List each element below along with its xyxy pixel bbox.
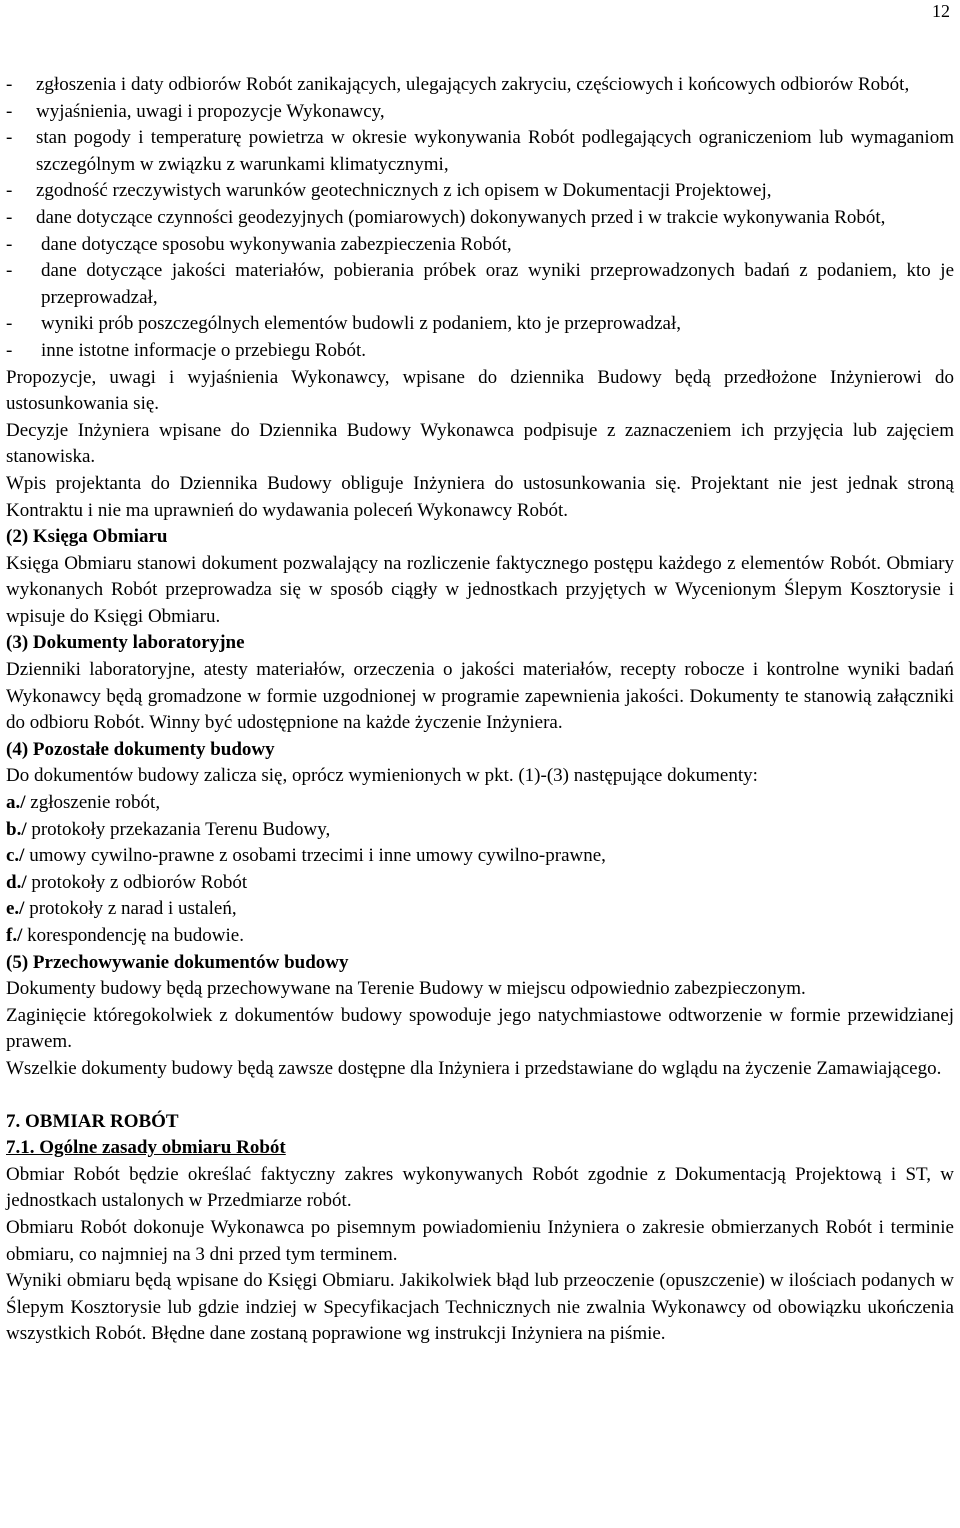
paragraph-decisions: Decyzje Inżyniera wpisane do Dziennika Budowy Wykonawca podpisuje z zaznaczeniem ich przyjęcia lub zajęciem stanowiska. [6,419,954,468]
section-text-storage-1: Dokumenty budowy będą przechowywane na Terenie Budowy w miejscu odpowiednio zabezpieczonym. [6,978,806,1000]
subsection-text-2: Obmiaru Robót dokonuje Wykonawca po pisemnym powiadomieniu Inżyniera o zakresie obmierzanych Robót i terminie obmiaru, co najmniej na 3 dni przed tym terminem. [6,1216,954,1265]
list-bullet: - [6,206,13,228]
document-body [6,72,954,1348]
list-item [6,99,954,126]
list-item [6,72,954,99]
list-item [6,817,954,844]
section-text-storage-3: Wszelkie dokumenty budowy będą zawsze dostępne dla Inżyniera i przedstawiane do wglądu na życzenie Zamawiającego. [6,1057,942,1079]
section-heading-storage: (5) Przechowywanie dokumentów budowy [6,951,349,973]
list-bullet: - [6,339,13,361]
chapter-heading: 7. OBMIAR ROBÓT [6,1110,179,1132]
list-item [6,232,954,259]
paragraph-designer: Wpis projektanta do Dziennika Budowy obliguje Inżyniera do ustosunkowania się. Projektant nie jest jednak stroną Kontraktu i nie ma uprawnień do wydawania poleceń Wykonawcy Robót. [6,472,954,521]
list-item-text: dane dotyczące sposobu wykonywania zabezpieczenia Robót, [41,233,512,255]
paragraph-proposals: Propozycje, uwagi i wyjaśnienia Wykonawcy, wpisane do dziennika Budowy będą przedłożone Inżynierowi do ustosunkowania się. [6,366,954,415]
list-bullet: - [6,233,13,255]
page-number: 12 [932,1,950,21]
list-item [6,843,954,870]
section-text-storage-2: Zaginięcie któregokolwiek z dokumentów budowy spowoduje jego natychmiastowe odtworzenie w formie przewidzianej prawem. [6,1004,954,1053]
list-item-text: stan pogody i temperaturę powietrza w okresie wykonywania Robót podlegających ograniczeniom lub wymaganiom szczególnym w związku z warunkami klimatycznymi, [36,127,954,175]
subsection-heading: 7.1. Ogólne zasady obmiaru Robót [6,1137,286,1159]
list-item-text: wyjaśnienia, uwagi i propozycje Wykonawcy, [36,100,385,122]
list-item-text: korespondencję na budowie. [22,925,244,946]
list-bullet: - [6,74,13,95]
list-item-text: protokoły z odbiorów Robót [26,871,248,893]
list-item [6,896,954,923]
list-item-text: zgłoszenie robót, [25,792,161,814]
section-heading-other-documents: (4) Pozostałe dokumenty budowy [6,738,275,760]
lettered-list [6,790,954,950]
section-intro-other-documents: Do dokumentów budowy zalicza się, oprócz wymienionych w pkt. (1)-(3) następujące dokumenty: [6,765,758,787]
list-item [6,205,954,232]
list-item-text: inne istotne informacje o przebiegu Robót. [41,339,367,361]
subsection-text-3: Wyniki obmiaru będą wpisane do Księgi Obmiaru. Jakikolwiek błąd lub przeoczenie (opuszczenie) w ilościach podanych w Ślepym Kosztorysie lub gdzie indziej w Specyfikacjach Technicznych nie zwalnia Wykonawcy od obowiązku ukończenia wszystkich Robót. Błędne dane zostaną poprawione wg instrukcji Inżyniera na piśmie. [6,1270,954,1345]
list-item-text: protokoły przekazania Terenu Budowy, [26,818,331,840]
list-letter: e./ [6,898,25,920]
section-text-measurement-book: Księga Obmiaru stanowi dokument pozwalający na rozliczenie faktycznego postępu każdego z elementów Robót. Obmiary wykonanych Robót przeprowadza się w sposób ciągły w jednostkach przyjętych w Wycenionym Ślepym Kosztorysie i wpisuje do Księgi Obmiaru. [6,552,954,627]
list-bullet: - [6,260,13,282]
list-item-text: protokoły z narad i ustaleń, [24,898,237,920]
list-letter: f./ [6,925,23,946]
list-item [6,790,954,817]
list-item [6,258,954,311]
dash-list-data [6,232,954,365]
list-item [6,178,954,205]
spacer [6,1083,954,1109]
list-bullet: - [6,313,13,335]
section-heading-lab-documents: (3) Dokumenty laboratoryjne [6,632,245,654]
list-item [6,338,954,365]
dash-list-entries [6,72,954,232]
list-item-text: wyniki prób poszczególnych elementów budowli z podaniem, kto je przeprowadzał, [41,313,681,335]
list-item-text: zgłoszenia i daty odbiorów Robót zanikających, ulegających zakryciu, częściowych i końcowych odbiorów Robót, [36,74,910,95]
list-letter: d./ [6,871,27,893]
list-item-text: dane dotyczące czynności geodezyjnych (pomiarowych) dokonywanych przed i w trakcie wykonywania Robót, [36,206,886,228]
list-item [6,125,954,178]
list-item [6,870,954,897]
list-item [6,311,954,338]
list-item-text: umowy cywilno-prawne z osobami trzecimi i inne umowy cywilno-prawne, [24,845,606,867]
list-bullet: - [6,127,13,149]
subsection-text-1: Obmiar Robót będzie określać faktyczny zakres wykonywanych Robót zgodnie z Dokumentacją Projektową i ST, w jednostkach ustalonych w Przedmiarze robót. [6,1163,954,1212]
list-item [6,923,954,950]
section-text-lab-documents: Dzienniki laboratoryjne, atesty materiałów, orzeczenia o jakości materiałów, recepty robocze i kontrolne wyniki badań Wykonawcy będą gromadzone w formie uzgodnionej w programie zapewnienia jakości. Dokumenty te stanowią załączniki do odbioru Robót. Winny być udostępnione na każde życzenie Inżyniera. [6,659,954,734]
list-bullet: - [6,100,13,122]
section-heading-measurement-book: (2) Księga Obmiaru [6,526,168,548]
list-item-text: dane dotyczące jakości materiałów, pobierania próbek oraz wyniki przeprowadzonych badań z podaniem, kto je przeprowadzał, [41,260,954,308]
list-item-text: zgodność rzeczywistych warunków geotechnicznych z ich opisem w Dokumentacji Projektowej, [36,180,772,202]
list-letter: b./ [6,818,27,840]
list-letter: a./ [6,792,26,814]
list-letter: c./ [6,845,25,867]
list-bullet: - [6,180,13,202]
